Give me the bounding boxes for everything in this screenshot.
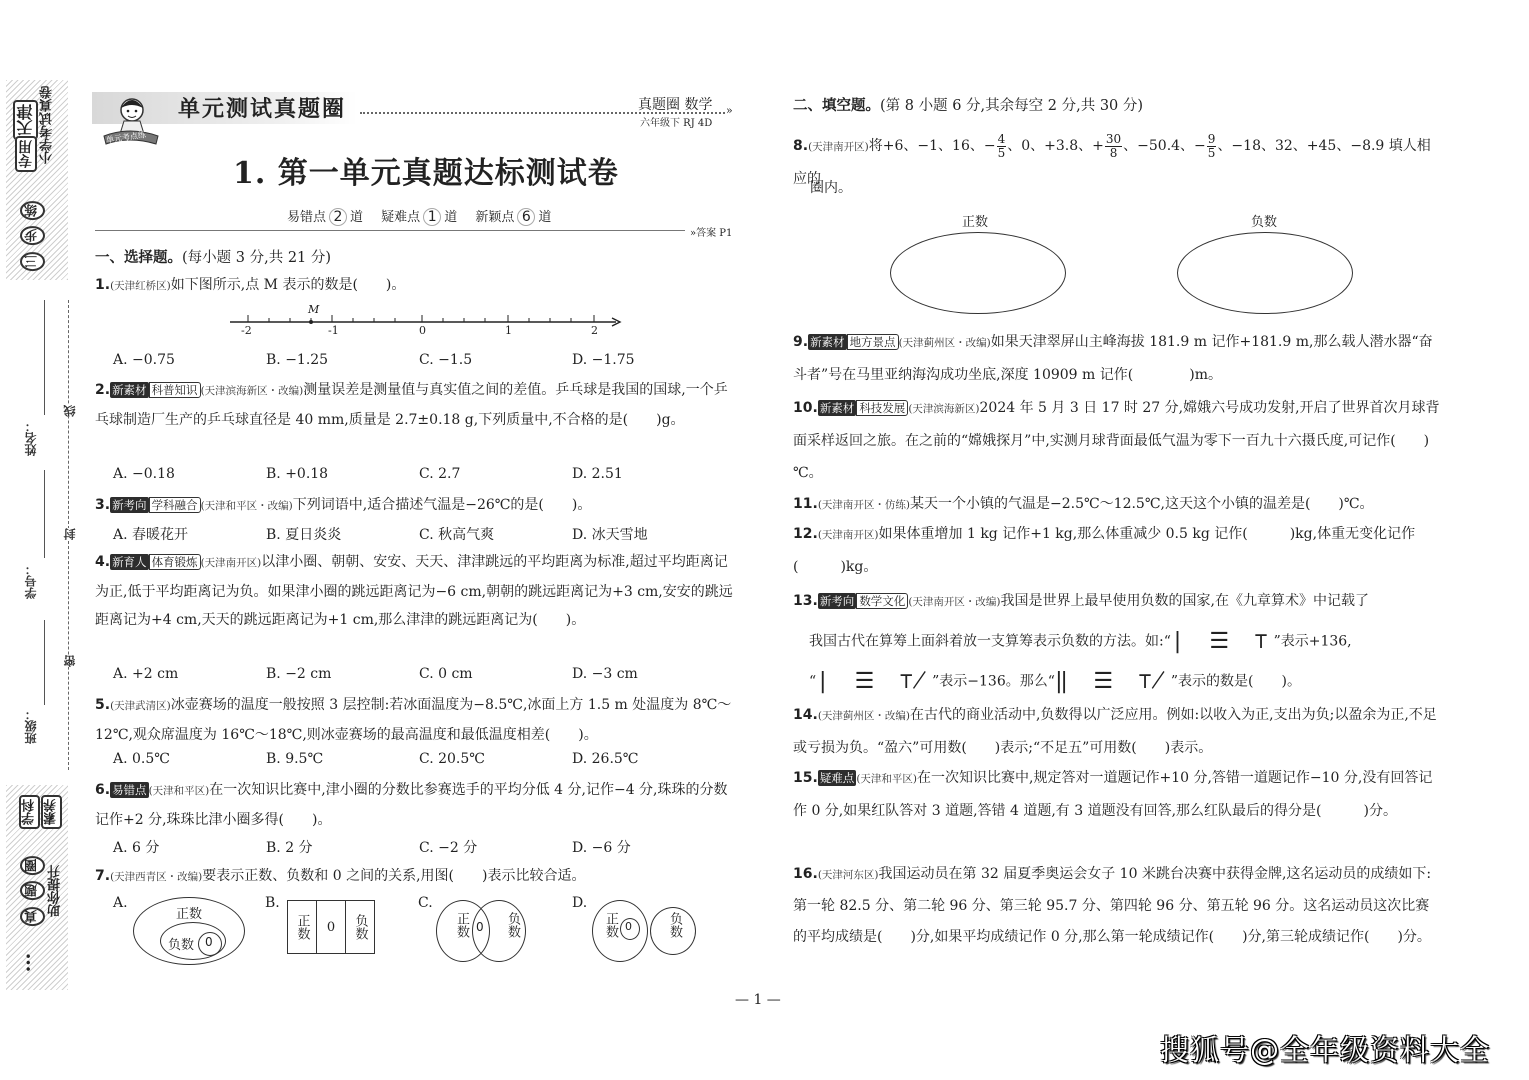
question-number: 11. — [793, 496, 818, 512]
question-source: (天津南开区) — [808, 141, 869, 153]
question-source: (天津蓟州区・改编) — [898, 337, 991, 349]
section-1-heading — [95, 246, 331, 267]
question-text: 、−50.4、− — [1123, 138, 1206, 154]
tag-topic: 地方景点 — [847, 334, 899, 350]
option-d[interactable]: D. 26.5℃ — [572, 751, 639, 767]
diagram-b-cell-negative: 负数 — [352, 914, 368, 940]
question-number: 1. — [95, 277, 111, 293]
option-c[interactable]: C. −1.5 — [419, 352, 473, 368]
question-source: (天津南开区・仿练) — [817, 499, 911, 511]
sidebar-box-second — [16, 136, 36, 172]
circled-char: 三 — [20, 252, 45, 271]
question-text: 如果体重增加 1 kg 记作+1 kg,那么体重减少 0.5 kg 记作( )kg,体重无变化记作( )kg。 — [793, 526, 1416, 575]
circled-char: 圈 — [20, 856, 45, 875]
option-b[interactable]: B. −2 cm — [266, 666, 332, 682]
section-title: 二、填空题。 — [793, 98, 880, 114]
question-text: 如下图所示,点 M 表示的数是( )。 — [170, 277, 406, 293]
question-source: (天津南开区) — [817, 529, 879, 541]
sidebar-brand-box — [14, 100, 37, 140]
question-source: (天津和平区) — [856, 773, 918, 785]
mascot-ribbon-text: 单元考点练 — [105, 130, 147, 145]
option-b[interactable]: B. 2 分 — [266, 840, 313, 856]
question-text: 冰壶赛场的温度一般按照 3 层控制:若冰面温度为−8.5℃,冰面上方 1.5 m 处温度为 8℃～12℃,观众席温度为 16℃～18℃,则冰壶赛场的最高温度和最低温度相差( )。 — [95, 697, 732, 743]
question-source: (天津滨海新区・改编) — [200, 385, 304, 397]
circled-char: 真 — [20, 907, 45, 926]
question-number: 7. — [95, 868, 111, 884]
question-3-options — [113, 524, 753, 544]
tag-new-material: 新素材 — [112, 383, 147, 397]
class-field-label: 班级： — [24, 708, 38, 744]
diagram-a-inner-label: 0 — [205, 935, 213, 949]
question-number: 16. — [793, 866, 818, 882]
question-number: 4. — [95, 554, 111, 570]
question-source: (天津和平区) — [148, 785, 210, 797]
sidebar-brand-top — [6, 80, 68, 280]
question-number: 8. — [793, 138, 809, 154]
arrow-icon: » — [726, 104, 733, 117]
option-d[interactable]: D. −6 分 — [572, 840, 631, 856]
sidebar-bottom-circled — [20, 855, 45, 927]
fraction — [1105, 133, 1122, 160]
numerator: 30 — [1105, 131, 1122, 146]
difficulty-stats — [287, 206, 551, 226]
question-text: 在古代的商业活动中,负数得以广泛应用。例如:以收入为正,支出为负;以盈余为正,不足或亏损为负。“盈六”可用数( )表示;“不足五”可用数( )表示。 — [793, 707, 1437, 756]
question-number: 15. — [793, 770, 818, 786]
denominator: 8 — [1109, 145, 1118, 160]
box-text: 素养 — [41, 795, 62, 829]
tag-topic: 科技发展 — [856, 400, 908, 416]
option-a[interactable]: A. 春暖花开 — [113, 527, 189, 543]
question-text: ”表示+136, — [1273, 633, 1352, 650]
question-7 — [95, 862, 735, 892]
stat-unit: 道 — [444, 210, 458, 225]
question-text: 下列词语中,适合描述气温是−26℃的是( )。 — [292, 497, 592, 513]
question-text: 、−18、32、+45、−8.9 填人相应的 — [793, 138, 1431, 187]
tag-new-material: 新素材 — [819, 401, 855, 415]
box-line-2: 专用 — [15, 136, 37, 172]
tag-topic: 学科融合 — [149, 497, 201, 513]
question-number: 2. — [95, 382, 111, 398]
question-text: 我国古代在算筹上面斜着放一支算筹表示负数的方法。如:“ — [809, 633, 1171, 650]
question-text: 我国是世界上最早使用负数的国家,在《九章算术》中记载了 — [1000, 593, 1369, 609]
sidebar-bottom-box-2 — [42, 795, 61, 829]
stat-unit: 道 — [350, 210, 364, 225]
question-number: 12. — [793, 526, 818, 542]
sidebar-brand-text — [40, 86, 56, 164]
negative-numbers-oval[interactable] — [1177, 232, 1353, 314]
sidebar-box-text — [13, 100, 38, 140]
question-text: 如果天津翠屏山主峰海拔 181.9 m 记作+181.9 m,那么载人潜水器“奋斗者”号在马里亚纳海沟成功坐底,深度 10909 m 记作( )m。 — [793, 334, 1433, 383]
negative-oval-label: 负数 — [1251, 215, 1278, 230]
banner-title: 单元测试真题圈 — [178, 97, 347, 122]
question-2-options — [113, 466, 753, 482]
section-2-heading — [793, 94, 1143, 115]
tag-topic: 数学文化 — [856, 593, 908, 609]
question-number: 5. — [95, 697, 111, 713]
diagram-a-letter[interactable]: A. — [113, 895, 128, 911]
option-d[interactable]: D. −3 cm — [572, 666, 638, 682]
sidebar-circled — [20, 200, 45, 272]
circled-char: 练 — [20, 201, 45, 220]
stat-label: 易错点 — [287, 210, 327, 225]
diagram-c-overlap-label: 0 — [476, 920, 484, 934]
seal-mark-feng: 封 — [63, 528, 77, 540]
question-source: (天津和平区・改编) — [200, 500, 293, 512]
point-m — [309, 320, 313, 324]
question-13 — [793, 582, 1443, 701]
tag-new-direction: 新考向 — [819, 594, 855, 608]
stat-count: 2 — [329, 208, 347, 226]
section-title: 一、选择题。 — [95, 250, 182, 266]
option-d[interactable]: D. −1.75 — [572, 352, 635, 368]
option-c[interactable]: C. 0 cm — [419, 666, 473, 682]
diagram-a-outer-label: 正数 — [176, 907, 203, 922]
option-b[interactable]: B. 9.5℃ — [266, 751, 324, 767]
option-c[interactable]: C. 2.7 — [419, 466, 461, 482]
page-number: — 1 — — [735, 992, 781, 1008]
question-source: (天津南开区) — [200, 557, 262, 569]
option-c[interactable]: C. 20.5℃ — [419, 751, 485, 767]
brand-text: 小学考试真卷 — [40, 86, 55, 164]
diagram-d-inner-label: 0 — [625, 920, 632, 933]
question-source: (天津滨海新区) — [908, 403, 980, 415]
circled-char: 题 — [20, 882, 45, 901]
diagram-d-left-label: 正数 — [603, 912, 618, 938]
denominator: 5 — [1207, 145, 1216, 160]
tag-topic: 科普知识 — [149, 382, 201, 398]
counting-rods-negative: | ☰ ⊤̸ — [816, 668, 933, 694]
question-9 — [793, 326, 1443, 391]
tick-label: -2 — [241, 324, 252, 337]
page-title: 1. 第一单元真题达标测试卷 — [233, 156, 619, 191]
tag-difficult: 疑难点 — [819, 771, 855, 785]
watermark: 搜狐号@全年级资料大全 — [1160, 1033, 1491, 1067]
student-no-field-label: 学号： — [24, 563, 38, 599]
diagram-a-middle-label: 负数 — [168, 938, 195, 953]
question-text: 、0、+3.8、+ — [1007, 138, 1104, 154]
diagram-d-right-label: 负数 — [667, 912, 682, 938]
stat-count: 1 — [423, 208, 441, 226]
tag-new-material: 新素材 — [810, 335, 845, 349]
header-rule — [95, 230, 685, 231]
option-c[interactable]: C. 秋高气爽 — [419, 527, 495, 543]
question-number: 13. — [793, 593, 818, 609]
question-5 — [95, 691, 735, 749]
tag-new-education: 新育人 — [112, 555, 147, 569]
student-no-field-line[interactable] — [44, 470, 45, 558]
question-6-options — [113, 837, 753, 857]
box-text: 学科 — [19, 795, 40, 829]
option-a[interactable]: A. 6 分 — [113, 840, 160, 856]
positive-oval-label: 正数 — [962, 215, 989, 230]
question-number: 14. — [793, 707, 818, 723]
question-text: 将+6、−1、16、− — [868, 138, 996, 154]
diagram-c-letter[interactable]: C. — [418, 895, 433, 911]
question-text: 测量误差是测量值与真实值之间的差值。乒乓球是我国的国球,一个乒乓球制造厂生产的乒乓球直径是 40 mm,质量是 2.7±0.18 g,下列质量中,不合格的是( )g。 — [95, 382, 728, 428]
seal-mark-mi: 密 — [63, 655, 77, 667]
diagram-b-letter[interactable]: B. — [265, 895, 280, 911]
sidebar-bottom-text: 助你提升 — [48, 865, 63, 917]
question-1-options — [113, 352, 753, 368]
tag-new-direction: 新考向 — [112, 498, 147, 512]
question-text: 在一次知识比赛中,津小圈的分数比参赛选手的平均分低 4 分,记作−4 分,珠珠的分数记作+2 分,珠珠比津小圈多得( )。 — [95, 782, 728, 828]
option-b[interactable]: B. 夏日炎炎 — [266, 527, 342, 543]
tick-label: 0 — [419, 324, 426, 337]
diagram-b-table — [287, 900, 375, 954]
question-5-options — [113, 751, 753, 767]
tag-error-prone: 易错点 — [112, 783, 147, 797]
question-number: 10. — [793, 400, 818, 416]
question-2 — [95, 376, 735, 434]
diagram-c-right-label: 负数 — [505, 912, 520, 938]
sidebar-bottom-box — [20, 795, 39, 829]
question-16 — [793, 859, 1443, 953]
question-source: (天津河东区) — [817, 869, 879, 881]
question-text: 某天一个小镇的气温是−2.5℃～12.5℃,这天这个小镇的温差是( )℃。 — [910, 496, 1374, 512]
section-note: (每小题 3 分,共 21 分) — [182, 250, 332, 266]
question-text: 要表示正数、负数和 0 之间的关系,用图( )表示比较合适。 — [202, 868, 586, 884]
tag-topic: 体育锻炼 — [149, 554, 201, 570]
box-line-1: 天津 — [16, 104, 35, 136]
tick-label: 2 — [591, 324, 598, 337]
question-8-line2: 圈内。 — [810, 180, 852, 196]
question-text: 我国运动员在第 32 届夏季奥运会女子 10 米跳台决赛中获得金牌,这名运动员的成绩如下:第一轮 82.5 分、第二轮 96 分、第三轮 95.7 分、第四轮 96 分、第五轮 96 分。这名运动员这次比赛的平均成绩是( )分,如果平均成绩记作 0 分,那么第一轮成绩记作( )分,第三轮成绩记作( )分。 — [793, 866, 1432, 945]
question-6 — [95, 776, 735, 834]
stat-label: 疑难点 — [381, 210, 421, 225]
question-number: 9. — [793, 334, 809, 350]
question-15 — [793, 762, 1443, 827]
option-a[interactable]: A. −0.18 — [113, 466, 175, 482]
question-10 — [793, 392, 1443, 489]
question-11 — [793, 488, 1443, 521]
question-source: (天津红桥区) — [110, 280, 171, 292]
tick-label: -1 — [328, 324, 339, 337]
question-source: (天津蓟州区・改编) — [817, 710, 911, 722]
option-a[interactable]: A. −0.75 — [113, 352, 175, 368]
counting-rods-positive: | ☰ ⊤ — [1170, 629, 1274, 654]
diagram-b-cell-positive: 正数 — [288, 901, 317, 953]
option-a[interactable]: A. 0.5℃ — [113, 751, 170, 767]
option-b[interactable]: B. −1.25 — [266, 352, 329, 368]
question-text: 2024 年 5 月 3 日 17 时 27 分,嫦娥六号成功发射,开启了世界首次月球背面采样返回之旅。在之前的“嫦娥探月”中,实测月球背面最低气温为零下一百九十六摄氏度,可记作( )℃。 — [793, 400, 1440, 481]
question-4-options — [113, 666, 753, 682]
question-number: 3. — [95, 497, 111, 513]
diagram-b-cell-zero: 0 — [317, 901, 346, 953]
option-d[interactable]: D. 2.51 — [572, 466, 623, 482]
section-note: (第 8 小题 6 分,其余每空 2 分,共 30 分) — [880, 98, 1144, 114]
question-text: ”表示的数是( )。 — [1170, 673, 1301, 689]
name-field-line[interactable] — [44, 300, 45, 415]
stat-unit: 道 — [538, 210, 552, 225]
point-label: M — [308, 303, 320, 316]
numerator: 4 — [997, 131, 1006, 146]
question-text: 以津小圈、朝朝、安安、天天、津津跳远的平均距离为标准,超过平均距离记为正,低于平均距离记为负。如果津小圈的跳远距离记为−6 cm,朝朝的跳远距离记为+3 cm,安安的跳远距离记为+4 cm,天天的跳远距离记为+1 cm,那么津津的跳远距离记为( )。 — [95, 554, 733, 628]
question-13-line2 — [793, 622, 1443, 662]
grade-line: 六年级下 RJ 4D — [640, 118, 713, 129]
question-14 — [793, 699, 1443, 764]
answer-reference: »答案 P1 — [690, 228, 733, 239]
denominator: 5 — [997, 145, 1006, 160]
sidebar-bottom-dots: ••• — [24, 953, 35, 973]
question-4 — [95, 548, 735, 635]
tick-label: 1 — [505, 324, 512, 337]
name-field-label: 姓名： — [24, 420, 38, 456]
question-source: (天津南开区・改编) — [908, 596, 1001, 608]
numerator: 9 — [1207, 131, 1216, 146]
question-3 — [95, 491, 735, 521]
option-d[interactable]: D. 冰天雪地 — [572, 527, 648, 543]
fraction — [1207, 133, 1217, 160]
question-number: 6. — [95, 782, 111, 798]
fraction — [997, 133, 1007, 160]
question-text: ”表示−136。那么“ — [932, 673, 1055, 689]
circled-char: 步 — [20, 227, 45, 246]
seal-mark-xian: 线 — [63, 405, 77, 417]
option-a[interactable]: A. +2 cm — [113, 666, 179, 682]
question-text: “ — [809, 673, 817, 689]
question-source: (天津西青区・改编) — [110, 871, 203, 883]
option-b[interactable]: B. +0.18 — [266, 466, 329, 482]
series-name: 真题圈 数学 — [638, 97, 713, 113]
option-c[interactable]: C. −2 分 — [419, 840, 478, 856]
positive-numbers-oval[interactable] — [890, 232, 1066, 314]
sidebar-brand-bottom — [6, 785, 68, 990]
stat-count: 6 — [517, 208, 535, 226]
class-field-line[interactable] — [44, 620, 45, 705]
question-text: 在一次知识比赛中,规定答对一道题记作+10 分,答错一道题记作−10 分,没有回答记作 0 分,如果红队答对 3 道题,答错 4 道题,有 3 道题没有回答,那么红队最后的得分是( )分。 — [793, 770, 1433, 819]
question-source: (天津武清区) — [110, 700, 171, 712]
diagram-d-letter[interactable]: D. — [572, 895, 588, 911]
stat-label: 新颖点 — [475, 210, 515, 225]
counting-rods-question: ‖ ☰ ⊤̸ — [1054, 668, 1171, 694]
diagram-c-left-label: 正数 — [454, 912, 469, 938]
question-12 — [793, 518, 1443, 583]
question-13-line3 — [793, 662, 1443, 702]
question-1 — [95, 271, 735, 301]
